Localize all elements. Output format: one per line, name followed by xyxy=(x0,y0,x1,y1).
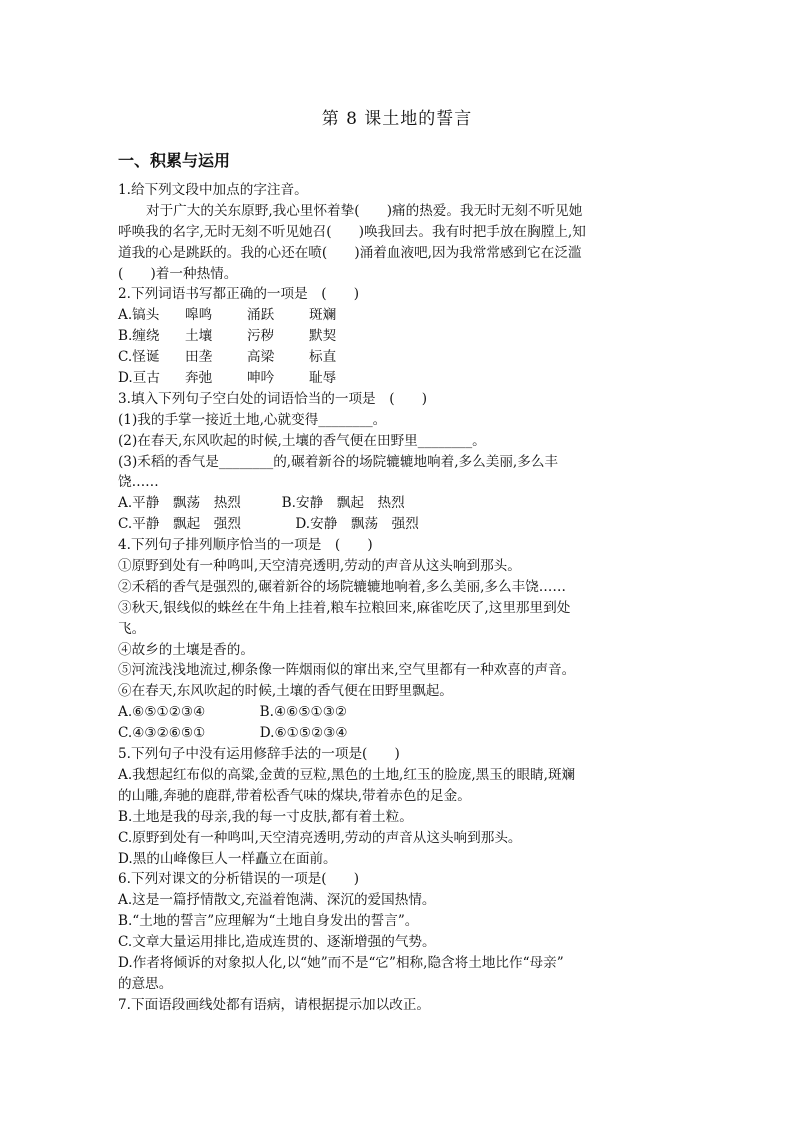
question-4-stem: 4.下列句子排列顺序恰当的一项是 ( ) xyxy=(118,537,373,554)
option-word: 污秽 xyxy=(247,328,275,345)
question-3-sentence: (1)我的手掌一接近土地,心就变得________。 xyxy=(118,411,387,428)
question-6-line: D.作者将倾诉的对象拟人化,以“她”而不是“它”相称,隐含将土地比作“母亲” xyxy=(118,954,564,971)
option-word: 土壤 xyxy=(185,328,213,345)
question-4-sentence: ⑥在春天,东风吹起的时候,土壤的香气便在田野里飘起。 xyxy=(118,683,453,700)
question-4-options-ab: A.⑥⑤①②③④ B.④⑥⑤①③② xyxy=(118,704,348,721)
question-1-passage-line: 道我的心是跳跃的。我的心还在喷( )涌着血液吧,因为我常常感到它在泛滥 xyxy=(118,244,582,261)
question-5-line: 的山雕,奔驰的鹿群,带着松香气味的煤块,带着赤色的足金。 xyxy=(118,787,471,804)
question-6-line: 的意思。 xyxy=(118,975,173,992)
question-2-option-b xyxy=(118,326,688,347)
option-word: 耻辱 xyxy=(309,370,337,387)
question-4-options-cd: C.④③②⑥⑤① D.⑥①⑤②③④ xyxy=(118,725,348,742)
option-word: 涌跃 xyxy=(247,307,275,324)
option-word: 标直 xyxy=(309,349,337,366)
option-word: B.缠绕 xyxy=(118,328,160,345)
question-1-stem: 1.给下列文段中加点的字注音。 xyxy=(118,182,308,198)
question-2-option-c xyxy=(118,347,688,368)
option-word: 呻吟 xyxy=(247,370,275,387)
page-title: 第 8 课土地的誓言 xyxy=(321,109,473,129)
question-6-line: C.文章大量运用排比,造成连贯的、逐渐增强的气势。 xyxy=(118,934,436,951)
question-6-line: A.这是一篇抒情散文,充溢着饱满、深沉的爱国热情。 xyxy=(118,892,436,909)
question-3-sentence: (2)在春天,东风吹起的时候,土壤的香气便在田野里________。 xyxy=(118,432,486,449)
question-6-line: B.“土地的誓言”应理解为“土地自身发出的誓言”。 xyxy=(118,913,419,930)
question-4-sentence: ⑤河流浅浅地流过,柳条像一阵烟雨似的窜出来,空气里都有一种欢喜的声音。 xyxy=(118,662,576,679)
question-7-stem: 7.下面语段画线处都有语病，请根据提示加以改正。 xyxy=(118,996,431,1013)
question-6-stem: 6.下列对课文的分析错误的一项是( ) xyxy=(118,871,360,888)
option-word: 田垄 xyxy=(185,349,213,366)
question-1-passage-line: 呼唤我的名字,无时无刻不听见她召( )唤我回去。我有时把手放在胸膛上,知 xyxy=(118,223,586,240)
question-5-line: D.黑的山峰像巨人一样矗立在面前。 xyxy=(118,850,337,867)
question-1-passage-line: 对于广大的关东原野,我心里怀着挚( )痛的热爱。我无时无刻不听见她 xyxy=(146,202,583,219)
question-4-sentence: 飞。 xyxy=(118,620,146,637)
question-list xyxy=(118,180,688,1016)
question-5-line: B.土地是我的母亲,我的每一寸皮肤,都有着土粒。 xyxy=(118,808,413,825)
question-3-options-ab: A.平静 飘荡 热烈 B.安静 飘起 热烈 xyxy=(118,495,405,512)
option-word: 奔弛 xyxy=(185,370,213,387)
option-word: 嗥鸣 xyxy=(185,307,213,324)
section-heading: 一、积累与运用 xyxy=(118,151,231,170)
option-word: A.镐头 xyxy=(118,307,160,324)
option-word: 斑斓 xyxy=(309,307,337,324)
question-4-sentence: ②禾稻的香气是强烈的,碾着新谷的场院辘辘地响着,多么美丽,多么丰饶…… xyxy=(118,578,566,595)
option-word: D.亘古 xyxy=(118,370,160,387)
question-2-stem: 2.下列词语书写都正确的一项是 ( ) xyxy=(118,286,360,303)
question-4-sentence: ①原野到处有一种鸣叫,天空清亮透明,劳动的声音从这头响到那头。 xyxy=(118,558,521,575)
question-3-sentence: 饶…… xyxy=(118,474,159,491)
question-5-stem: 5.下列句子中没有运用修辞手法的一项是( ) xyxy=(118,746,400,763)
question-4-sentence: ③秋天,银线似的蛛丝在牛角上挂着,粮车拉粮回来,麻雀吃厌了,这里那里到处 xyxy=(118,599,571,616)
option-word: 默契 xyxy=(309,328,337,345)
question-5-line: A.我想起红布似的高粱,金黄的豆粒,黑色的土地,红玉的脸庞,黑玉的眼睛,斑斓 xyxy=(118,766,576,783)
question-5-line: C.原野到处有一种鸣叫,天空清亮透明,劳动的声音从这头响到那头。 xyxy=(118,829,522,846)
question-1-passage-line: ( )着一种热情。 xyxy=(118,265,238,282)
question-3-sentence: (3)禾稻的香气是________的,碾着新谷的场院辘辘地响着,多么美丽,多么丰 xyxy=(118,453,559,470)
question-3-options-cd: C.平静 飘起 强烈 D.安静 飘荡 强烈 xyxy=(118,516,419,533)
question-2-option-a xyxy=(118,305,688,326)
question-2-option-d xyxy=(118,368,688,389)
question-3-stem: 3.填入下列句子空白处的词语恰当的一项是 ( ) xyxy=(118,390,428,407)
question-4-sentence: ④故乡的土壤是香的。 xyxy=(118,641,254,658)
option-word: C.怪诞 xyxy=(118,349,160,366)
option-word: 高梁 xyxy=(247,349,275,366)
